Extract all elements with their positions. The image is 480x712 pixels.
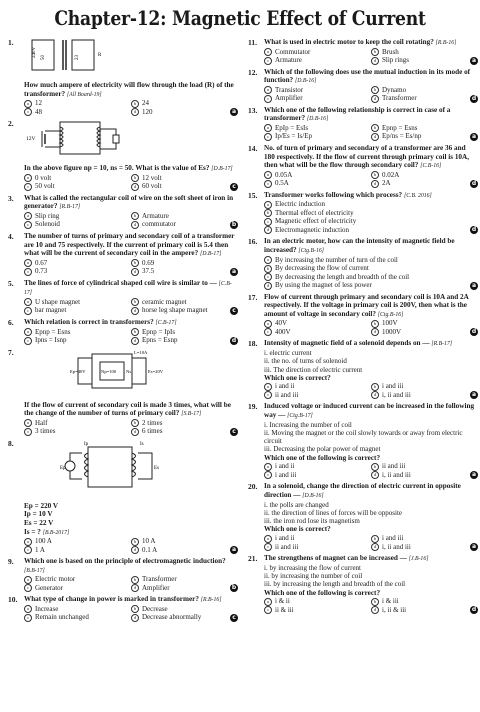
answer-badge: a	[471, 56, 477, 64]
option-b[interactable]: b By decreasing the flow of current	[264, 264, 478, 273]
question-number: 2.	[8, 119, 14, 129]
options	[264, 86, 478, 103]
answer-badge: c	[230, 183, 238, 191]
question-ask: Which one of the following is correct?	[264, 588, 381, 597]
question-number: 10.	[8, 595, 18, 605]
question-text: Which one is based on the principle of electromagnetic induction? [B.B-17]	[24, 557, 226, 574]
question-10	[8, 595, 238, 622]
question-number: 1.	[8, 38, 14, 47]
option-c[interactable]: c Remain unchanged	[24, 613, 131, 622]
options	[264, 200, 478, 234]
question-17	[248, 293, 478, 337]
option-a[interactable]: a i & ii	[264, 597, 371, 606]
option-c[interactable]: c Solenoid	[24, 220, 131, 229]
question-number: 16.	[248, 237, 258, 247]
question-number: 3.	[8, 193, 14, 203]
question-15	[248, 191, 478, 235]
question-20	[248, 482, 478, 551]
question-number: 8.	[8, 438, 14, 448]
page-title: Chapter-12: Magnetic Effect of Current	[54, 6, 426, 30]
option-c[interactable]: c 48	[24, 108, 131, 117]
option-b[interactable]: b ceramic magnet	[131, 298, 238, 307]
question-number: 13.	[248, 105, 258, 115]
answer-badge: d	[471, 94, 477, 102]
question-4	[8, 232, 238, 276]
question-6	[8, 318, 238, 345]
options	[264, 124, 478, 141]
transformer-figure-2	[24, 119, 238, 162]
statements: i. by increasing the flow of current ii. by increasing the number of coil iii. by increasing the length and breadth of the coil	[264, 563, 406, 589]
options	[24, 419, 238, 436]
answer-badge: c	[230, 307, 238, 315]
option-a[interactable]: a 0.05A	[264, 171, 371, 180]
question-text: What is called the rectangular coil of wire on the soft sheet of iron in generator? [R.B-17]	[24, 193, 234, 211]
option-d[interactable]: d 6 times	[131, 427, 238, 436]
answer-badge: a	[231, 267, 237, 275]
question-number: 19.	[248, 402, 258, 412]
question-text: Intensity of magnetic field of a solenoid depends on — [R.B-17]	[264, 339, 453, 348]
option-b[interactable]: b Decrease	[131, 605, 238, 614]
transformer-figure-1	[24, 38, 238, 79]
question-text: What is used in electric motor to keep the coil rotating? [R.B-16]	[264, 38, 457, 46]
answer-badge: d	[471, 179, 477, 187]
option-a[interactable]: a U shape magnet	[24, 298, 131, 307]
option-d[interactable]: d Decrease abnormally	[131, 613, 238, 622]
option-a[interactable]: a i and ii	[264, 462, 371, 471]
answer-badge: a	[231, 108, 237, 116]
option-c[interactable]: c ii and iii	[264, 391, 371, 400]
options	[24, 605, 238, 622]
option-a[interactable]: a By increasing the number of turn of the coil	[264, 256, 478, 265]
option-c[interactable]: c bar magnet	[24, 306, 131, 315]
answer-badge: d	[471, 226, 477, 234]
question-text: The strengthens of magnet can be increased — [J.B-16]	[264, 554, 429, 563]
option-b[interactable]: b Thermal effect of electricity	[264, 209, 478, 218]
option-a[interactable]: a 40V	[264, 319, 371, 328]
options	[24, 212, 238, 229]
answer-badge: a	[471, 132, 477, 140]
question-number: 6.	[8, 317, 14, 327]
question-number: 9.	[8, 557, 14, 567]
question-13	[248, 106, 478, 141]
option-c[interactable]: c 1 A	[24, 546, 131, 555]
question-number: 20.	[248, 482, 258, 492]
svg-text:R: R	[98, 53, 102, 58]
answer-badge: c	[230, 428, 238, 436]
question-ask: Which one of the following is correct?	[264, 453, 381, 462]
option-b[interactable]: b 10 A	[131, 537, 238, 546]
question-text: Flow of current through primary and secondary coil is 10A and 2A respectively. If the voltage in primary coil is 200V, then what is the amount of voltage in secondary coil? [Ctg.B-16]	[264, 292, 469, 318]
option-c[interactable]: c Magnetic effect of electricity	[264, 217, 478, 226]
option-c[interactable]: c Ipns = Isnp	[24, 336, 131, 345]
option-a[interactable]: a 0.67	[24, 259, 131, 268]
option-b[interactable]: b Dynamo	[371, 86, 478, 95]
question-text: Which one of the following relationship is correct in case of a transformer? [D.B-16]	[264, 105, 451, 123]
option-b[interactable]: b Transformer	[131, 575, 238, 584]
option-d[interactable]: d 60 volt	[131, 182, 238, 191]
option-d[interactable]: d Electromagnetic induction	[264, 226, 478, 235]
statements: i. the polls are changed ii. the direction of lines of forces will be opposite iii. the iron rod lose its magnetism	[264, 500, 403, 526]
question-5	[8, 279, 238, 315]
question-number: 18.	[248, 339, 258, 349]
option-a[interactable]: a Half	[24, 419, 131, 428]
option-c[interactable]: c By decreasing the length and breadth of the coil	[264, 273, 478, 282]
question-text: Which of the following does use the mutual induction in its mode of function? [D.B-16]	[264, 67, 471, 85]
option-b[interactable]: b i & iii	[371, 597, 478, 606]
option-b[interactable]: b i and iii	[371, 382, 478, 391]
question-text: What type of change in power is marked in transformer? [R.B-16]	[24, 595, 222, 604]
option-a[interactable]: a Commutator	[264, 48, 371, 57]
option-c[interactable]: c ii & iii	[264, 606, 371, 615]
option-a[interactable]: a Slip ring	[24, 212, 131, 221]
answer-badge: a	[471, 543, 477, 551]
svg-text:L=10A: L=10A	[134, 349, 148, 355]
option-d[interactable]: d Ep/ns = Es/np	[371, 132, 478, 141]
question-number: 5.	[8, 278, 14, 288]
option-d[interactable]: d 2A	[371, 179, 478, 188]
answer-badge: a	[471, 391, 477, 399]
option-d[interactable]: d 0.1 A	[131, 546, 238, 555]
option-b[interactable]: b 100V	[371, 319, 478, 328]
question-1	[8, 38, 238, 116]
options	[264, 256, 478, 290]
option-c[interactable]: c i and iii	[264, 471, 371, 480]
question-14	[248, 144, 478, 188]
option-c[interactable]: c ii and iii	[264, 543, 371, 552]
option-a[interactable]: a Epnp = Esns	[24, 328, 131, 337]
options	[264, 319, 478, 336]
question-text: If the flow of current of secondary coil is made 3 times, what will be the change of the number of turns of primary coil? [S.B-17]	[24, 400, 231, 418]
option-a[interactable]: a Transistor	[264, 86, 371, 95]
question-ask: Which one is correct?	[264, 525, 331, 534]
option-d[interactable]: d i, ii & iii	[371, 606, 478, 615]
options	[24, 537, 238, 554]
svg-text:50: 50	[41, 55, 46, 60]
option-d[interactable]: d Amplifier	[131, 584, 238, 593]
answer-badge: c	[230, 614, 238, 622]
options	[24, 99, 238, 116]
question-number: 4.	[8, 231, 14, 241]
question-text: In the above figure np = 10, ns = 50. What is the value of Es? [D.B-17]	[24, 164, 233, 173]
question-21	[248, 554, 478, 614]
option-a[interactable]: a i and ii	[264, 534, 371, 543]
transformer-figure-8	[58, 439, 238, 500]
answer-badge: d	[471, 328, 477, 336]
option-b[interactable]: b Brush	[371, 48, 478, 57]
svg-text:Ip: Ip	[84, 441, 89, 447]
question-text: The number of turns of primary and secondary coil of a transformer are 10 and 75 respectively. If the current of primary coil is 5.4 then what will be the current of secondary coil in the ampere? [D.B-17]	[24, 231, 235, 258]
svg-text:Ep: Ep	[60, 465, 66, 471]
option-a[interactable]: a Increase	[24, 605, 131, 614]
svg-text:23: 23	[75, 55, 80, 60]
option-d[interactable]: d Transformer	[371, 94, 478, 103]
statements: i. Increasing the number of coil ii. Moving the magnet or the coil slowly towards or away from electric circuit iii. Decreasing the polar power of magnet	[264, 420, 463, 454]
option-d[interactable]: d horse leg shape magnet	[131, 306, 238, 315]
option-c[interactable]: c 0.73	[24, 267, 131, 276]
option-b[interactable]: b i and iii	[371, 534, 478, 543]
question-3	[8, 194, 238, 229]
option-c[interactable]: c 50 volt	[24, 182, 131, 191]
question-text: The lines of force of cylindrical shaped coil wire is similar to — [C.B-17]	[24, 278, 232, 297]
question-number: 12.	[248, 67, 258, 77]
question-number: 11.	[248, 38, 257, 47]
given-values: Ep = 220 V Ip = 10 V Es = 22 V Is = ? [B.B-2017]	[24, 501, 70, 536]
question-text: In a solenoid, change the direction of electric current in opposite direction — [D.B-16]	[264, 482, 461, 499]
option-c[interactable]: c Generator	[24, 584, 131, 593]
right-column	[248, 38, 478, 617]
svg-text:Is: Is	[140, 441, 144, 447]
option-c[interactable]: c Ip/Es = Is/Ep	[264, 132, 371, 141]
question-number: 7.	[8, 347, 14, 357]
options	[264, 462, 478, 479]
question-12	[248, 68, 478, 103]
options	[264, 48, 478, 65]
option-d[interactable]: d 37.5	[131, 267, 238, 276]
option-d[interactable]: d Slip rings	[371, 56, 478, 65]
option-b[interactable]: b Epnp = Esns	[371, 124, 478, 133]
svg-text:Np=100: Np=100	[101, 368, 117, 374]
answer-badge: a	[231, 546, 237, 554]
statements: i. electric current ii. the no. of turns of solenoid iii. The direction of electric current	[264, 348, 363, 374]
option-a[interactable]: a 0 volt	[24, 174, 131, 183]
options	[24, 575, 238, 592]
option-c[interactable]: c 400V	[264, 328, 371, 337]
answer-badge: a	[471, 281, 477, 289]
svg-text:Ns: Ns	[126, 368, 132, 374]
option-c[interactable]: c Amplifier	[264, 94, 371, 103]
options	[264, 382, 478, 399]
question-text: Induced voltage or induced current can be increased in the following way — [Ctg.B-17]	[264, 402, 475, 419]
option-d[interactable]: d i, ii and iii	[371, 391, 478, 400]
option-b[interactable]: b 0.02A	[371, 171, 478, 180]
options	[24, 174, 238, 191]
options	[24, 328, 238, 345]
option-d[interactable]: d 1000V	[371, 328, 478, 337]
question-text: Which relation is correct in transformers? [C.B-17]	[24, 317, 177, 326]
option-d[interactable]: d i, ii and iii	[371, 471, 478, 480]
svg-text:12V: 12V	[26, 136, 36, 143]
question-8	[8, 439, 238, 554]
option-d[interactable]: d By using the magnet of less power	[264, 281, 478, 290]
option-a[interactable]: a i and ii	[264, 382, 371, 391]
question-number: 21.	[248, 554, 258, 564]
question-18	[248, 339, 478, 399]
option-a[interactable]: a EpIp = EsIs	[264, 124, 371, 133]
option-b[interactable]: b 24	[131, 99, 238, 108]
question-number: 14.	[248, 143, 258, 153]
option-c[interactable]: c 0.5A	[264, 179, 371, 188]
option-b[interactable]: b 2 times	[131, 419, 238, 428]
option-b[interactable]: b Epnp = IpIs	[131, 328, 238, 337]
option-d[interactable]: d 120	[131, 108, 238, 117]
option-a[interactable]: a 100 A	[24, 537, 131, 546]
option-b[interactable]: b Armature	[131, 212, 238, 221]
options	[24, 259, 238, 276]
answer-badge: b	[231, 220, 237, 228]
options	[264, 534, 478, 551]
svg-text:Ep=40V: Ep=40V	[70, 368, 86, 374]
question-2	[8, 119, 238, 191]
left-column	[8, 38, 238, 625]
answer-badge: a	[471, 471, 477, 479]
option-a[interactable]: a Electric motor	[24, 575, 131, 584]
question-19	[248, 402, 478, 479]
question-7	[8, 348, 238, 436]
answer-badge: d	[231, 336, 237, 344]
option-d[interactable]: d commutator	[131, 220, 238, 229]
transformer-figure-7	[68, 348, 238, 399]
answer-badge: d	[471, 606, 477, 614]
options	[264, 597, 478, 614]
svg-text:240V: 240V	[32, 46, 37, 58]
question-number: 15.	[248, 190, 258, 200]
options	[24, 298, 238, 315]
question-11	[248, 38, 478, 65]
option-d[interactable]: d Epns = Esnp	[131, 336, 238, 345]
answer-badge: b	[231, 584, 237, 592]
option-a[interactable]: a 12	[24, 99, 131, 108]
option-d[interactable]: d i, ii and iii	[371, 543, 478, 552]
option-b[interactable]: b 0.69	[131, 259, 238, 268]
question-9	[8, 557, 238, 592]
svg-text:Es=20V: Es=20V	[148, 368, 164, 374]
question-text: Transformer works following which process? [C.B. 2016]	[264, 190, 432, 199]
question-ask: Which one is correct?	[264, 373, 331, 382]
options	[264, 171, 478, 188]
question-16	[248, 237, 478, 289]
question-text: How much ampere of electricity will flow through the load (R) of the transformer? [All Board-19]	[24, 81, 234, 98]
question-number: 17.	[248, 292, 258, 302]
question-text: No. of turn of primary and secondary of a transformer are 36 and 180 respectively. If the flow of current through primary coil is 10A, then what will be the flow through secondary coil? [C.B-16]	[264, 143, 470, 170]
option-a[interactable]: a Electric induction	[264, 200, 478, 209]
option-c[interactable]: c 3 times	[24, 427, 131, 436]
option-b[interactable]: b 12 volt	[131, 174, 238, 183]
svg-text:Es: Es	[154, 465, 159, 471]
option-c[interactable]: c Armature	[264, 56, 371, 65]
question-text: In an electric motor, how can the intensity of magnetic field be increased? [Ctg.B-16]	[264, 237, 455, 254]
option-b[interactable]: b ii and iii	[371, 462, 478, 471]
